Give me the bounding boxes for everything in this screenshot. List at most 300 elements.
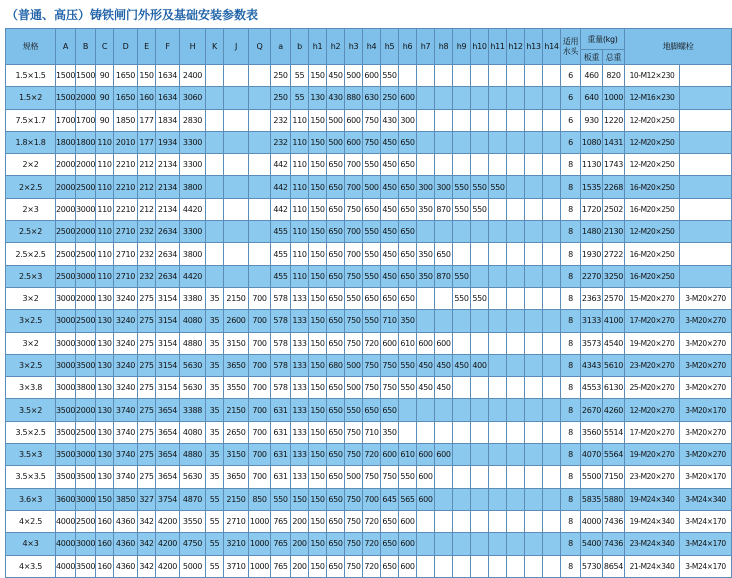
table-cell: 35: [206, 332, 224, 354]
table-cell: 500: [327, 131, 345, 153]
header-dim: h12: [507, 29, 525, 65]
table-cell: [471, 466, 489, 488]
table-cell: 3-M24×170: [680, 510, 732, 532]
table-cell: 600: [363, 65, 381, 87]
table-cell: 650: [435, 243, 453, 265]
table-cell: 2830: [180, 109, 206, 131]
table-cell: 2500: [76, 310, 96, 332]
table-cell: 3710: [224, 555, 249, 577]
table-cell: [206, 154, 224, 176]
table-cell: [489, 399, 507, 421]
table-cell: [471, 87, 489, 109]
table-cell: 3154: [156, 354, 180, 376]
table-cell: 650: [327, 221, 345, 243]
table-cell: 275: [138, 310, 156, 332]
table-cell: [507, 533, 525, 555]
table-cell: 1634: [156, 87, 180, 109]
table-cell: 350: [417, 265, 435, 287]
table-cell: 23-M20×270: [625, 466, 680, 488]
table-cell: 4360: [114, 510, 138, 532]
table-cell: [525, 354, 543, 376]
table-cell: 2500: [76, 510, 96, 532]
table-cell: [507, 265, 525, 287]
table-cell: 5610: [603, 354, 625, 376]
table-cell: 4100: [603, 310, 625, 332]
table-cell: 500: [327, 109, 345, 131]
header-dim: h4: [363, 29, 381, 65]
table-cell: 17-M20×270: [625, 310, 680, 332]
table-cell: 2010: [114, 131, 138, 153]
table-cell: 2722: [603, 243, 625, 265]
table-cell: [435, 488, 453, 510]
table-cell: [543, 221, 561, 243]
table-cell: 2000: [76, 287, 96, 309]
table-cell: 450: [381, 221, 399, 243]
table-cell: 160: [96, 555, 114, 577]
header-dim: B: [76, 29, 96, 65]
table-cell: [471, 65, 489, 87]
table-cell: 250: [381, 87, 399, 109]
header-dim: h13: [525, 29, 543, 65]
spec-cell: 3×2.5: [6, 354, 56, 376]
table-cell: 90: [96, 87, 114, 109]
table-row: [6, 555, 732, 577]
table-cell: [249, 198, 271, 220]
table-cell: [489, 555, 507, 577]
table-cell: 2500: [56, 221, 76, 243]
table-cell: [543, 332, 561, 354]
table-cell: 130: [96, 354, 114, 376]
spec-cell: 1.5×1.5: [6, 65, 56, 87]
table-cell: [489, 354, 507, 376]
table-cell: 870: [435, 198, 453, 220]
table-cell: 442: [271, 198, 291, 220]
header-dim: J: [224, 29, 249, 65]
table-cell: 2363: [581, 287, 603, 309]
table-cell: [489, 488, 507, 510]
table-cell: 4553: [581, 377, 603, 399]
table-cell: 750: [363, 109, 381, 131]
table-cell: 645: [381, 488, 399, 510]
table-cell: 250: [271, 65, 291, 87]
table-cell: [489, 221, 507, 243]
table-cell: 2502: [603, 198, 625, 220]
table-cell: 232: [138, 265, 156, 287]
table-cell: 4200: [156, 533, 180, 555]
table-cell: 110: [96, 176, 114, 198]
table-cell: 133: [291, 399, 309, 421]
table-cell: 550: [363, 243, 381, 265]
table-cell: 8: [561, 265, 581, 287]
table-cell: 631: [271, 466, 291, 488]
table-cell: 55: [291, 87, 309, 109]
table-cell: 720: [363, 332, 381, 354]
table-cell: [206, 265, 224, 287]
table-cell: 750: [381, 466, 399, 488]
table-cell: [453, 221, 471, 243]
table-cell: 12-M20×250: [625, 109, 680, 131]
table-cell: 820: [603, 65, 625, 87]
table-cell: 3000: [56, 354, 76, 376]
table-cell: 150: [309, 287, 327, 309]
table-row: [6, 488, 732, 510]
table-cell: 3550: [224, 377, 249, 399]
table-cell: 4540: [603, 332, 625, 354]
table-cell: [224, 65, 249, 87]
table-row: [6, 310, 732, 332]
table-cell: 2500: [56, 243, 76, 265]
table-cell: 650: [327, 444, 345, 466]
table-cell: 1834: [156, 109, 180, 131]
table-cell: [507, 555, 525, 577]
table-cell: 750: [345, 533, 363, 555]
table-cell: [543, 466, 561, 488]
table-cell: 1934: [156, 131, 180, 153]
table-cell: 8: [561, 310, 581, 332]
spec-cell: 2×2: [6, 154, 56, 176]
table-row: [6, 265, 732, 287]
table-cell: [435, 399, 453, 421]
table-cell: 2710: [114, 221, 138, 243]
table-cell: 3500: [76, 555, 96, 577]
table-cell: 550: [363, 154, 381, 176]
table-cell: 110: [291, 131, 309, 153]
table-cell: 3740: [114, 444, 138, 466]
header-dim: h14: [543, 29, 561, 65]
table-cell: 3240: [114, 332, 138, 354]
table-cell: 3154: [156, 377, 180, 399]
table-cell: [224, 221, 249, 243]
table-cell: [543, 533, 561, 555]
header-dim: h6: [399, 29, 417, 65]
table-cell: [489, 287, 507, 309]
table-cell: 578: [271, 287, 291, 309]
table-cell: [453, 377, 471, 399]
table-cell: 765: [271, 510, 291, 532]
table-cell: 3740: [114, 421, 138, 443]
table-cell: [507, 488, 525, 510]
table-cell: [224, 265, 249, 287]
table-cell: 300: [399, 109, 417, 131]
table-cell: 600: [381, 332, 399, 354]
table-cell: 35: [206, 377, 224, 399]
table-cell: 4260: [603, 399, 625, 421]
table-cell: 5880: [603, 488, 625, 510]
table-cell: 110: [291, 221, 309, 243]
table-cell: 3740: [114, 399, 138, 421]
table-cell: 3600: [56, 488, 76, 510]
table-cell: 5000: [180, 555, 206, 577]
table-cell: 1431: [603, 131, 625, 153]
header-dim: h1: [309, 29, 327, 65]
table-cell: 55: [206, 533, 224, 555]
table-cell: 750: [345, 510, 363, 532]
table-cell: [453, 131, 471, 153]
table-cell: 631: [271, 399, 291, 421]
table-cell: 3550: [180, 510, 206, 532]
table-cell: [525, 555, 543, 577]
table-cell: 8: [561, 421, 581, 443]
header-head: 适用水头: [561, 29, 581, 65]
table-cell: 21-M24×340: [625, 555, 680, 577]
table-cell: [525, 421, 543, 443]
spec-cell: 2.5×2: [6, 221, 56, 243]
table-cell: 212: [138, 198, 156, 220]
table-cell: 1000: [249, 510, 271, 532]
header-dim: A: [56, 29, 76, 65]
table-cell: 750: [363, 354, 381, 376]
table-cell: 450: [417, 377, 435, 399]
table-cell: [249, 243, 271, 265]
table-cell: 2634: [156, 243, 180, 265]
table-cell: [543, 444, 561, 466]
table-cell: 650: [399, 265, 417, 287]
table-cell: 700: [249, 466, 271, 488]
table-cell: [507, 109, 525, 131]
table-cell: [525, 109, 543, 131]
table-cell: 650: [363, 198, 381, 220]
table-cell: [206, 176, 224, 198]
table-cell: 130: [96, 377, 114, 399]
table-cell: 212: [138, 154, 156, 176]
table-cell: 550: [363, 221, 381, 243]
table-cell: [471, 399, 489, 421]
table-cell: 3000: [76, 332, 96, 354]
table-cell: 1634: [156, 65, 180, 87]
table-cell: 5400: [581, 533, 603, 555]
table-cell: [417, 65, 435, 87]
table-cell: 442: [271, 154, 291, 176]
table-cell: [543, 310, 561, 332]
table-cell: [435, 287, 453, 309]
table-cell: 35: [206, 310, 224, 332]
table-cell: 455: [271, 265, 291, 287]
table-cell: 565: [399, 488, 417, 510]
table-cell: [206, 65, 224, 87]
table-cell: 500: [363, 176, 381, 198]
table-cell: 3-M20×270: [680, 332, 732, 354]
table-cell: 3-M24×340: [680, 488, 732, 510]
table-cell: 455: [271, 221, 291, 243]
table-cell: 133: [291, 377, 309, 399]
table-cell: [525, 65, 543, 87]
header-dim: b: [291, 29, 309, 65]
table-cell: [680, 154, 732, 176]
table-cell: 8: [561, 287, 581, 309]
table-cell: 23-M24×340: [625, 533, 680, 555]
table-cell: 3000: [76, 533, 96, 555]
table-cell: 630: [363, 87, 381, 109]
table-cell: 160: [138, 87, 156, 109]
table-cell: [435, 65, 453, 87]
table-cell: 2000: [76, 221, 96, 243]
table-cell: [471, 421, 489, 443]
table-cell: 55: [206, 488, 224, 510]
table-cell: 232: [138, 243, 156, 265]
table-cell: 4360: [114, 533, 138, 555]
table-cell: [435, 310, 453, 332]
table-cell: 750: [345, 265, 363, 287]
table-cell: 1700: [56, 109, 76, 131]
table-cell: [435, 131, 453, 153]
table-cell: [417, 555, 435, 577]
table-cell: 150: [309, 310, 327, 332]
table-cell: 3-M20×270: [680, 421, 732, 443]
table-cell: 275: [138, 287, 156, 309]
spec-cell: 2.5×2.5: [6, 243, 56, 265]
table-cell: 200: [291, 510, 309, 532]
table-cell: [417, 131, 435, 153]
table-cell: 550: [345, 399, 363, 421]
spec-cell: 4×3.5: [6, 555, 56, 577]
table-cell: [543, 87, 561, 109]
table-cell: 3654: [156, 466, 180, 488]
table-cell: 200: [291, 555, 309, 577]
header-dim: h9: [453, 29, 471, 65]
table-cell: 35: [206, 444, 224, 466]
table-cell: 750: [381, 354, 399, 376]
table-cell: [453, 488, 471, 510]
table-cell: [489, 243, 507, 265]
table-cell: 2134: [156, 176, 180, 198]
table-cell: 12-M20×250: [625, 221, 680, 243]
table-cell: 4200: [156, 510, 180, 532]
table-cell: 4420: [180, 198, 206, 220]
table-cell: 578: [271, 332, 291, 354]
table-cell: [489, 377, 507, 399]
table-cell: 750: [381, 377, 399, 399]
table-cell: 700: [249, 399, 271, 421]
table-cell: 442: [271, 176, 291, 198]
table-cell: [435, 466, 453, 488]
table-cell: 3240: [114, 377, 138, 399]
table-cell: [543, 354, 561, 376]
table-cell: 1500: [56, 87, 76, 109]
spec-cell: 3.6×3: [6, 488, 56, 510]
table-cell: 16-M20×250: [625, 176, 680, 198]
table-cell: 150: [291, 488, 309, 510]
table-cell: 2150: [224, 399, 249, 421]
table-cell: 5630: [180, 377, 206, 399]
table-cell: 110: [291, 154, 309, 176]
table-cell: 150: [309, 466, 327, 488]
table-cell: 650: [327, 265, 345, 287]
table-cell: 400: [471, 354, 489, 376]
table-cell: 460: [581, 65, 603, 87]
table-cell: 450: [435, 354, 453, 376]
table-cell: 1000: [603, 87, 625, 109]
table-cell: [543, 243, 561, 265]
table-cell: 2000: [56, 198, 76, 220]
table-cell: [453, 421, 471, 443]
table-cell: 8: [561, 466, 581, 488]
table-cell: 6: [561, 65, 581, 87]
table-cell: [249, 65, 271, 87]
table-cell: 130: [96, 444, 114, 466]
table-cell: 8: [561, 377, 581, 399]
header-weight-plate: 板重: [581, 50, 603, 65]
table-cell: [471, 131, 489, 153]
spec-cell: 1.5×2: [6, 87, 56, 109]
table-cell: [507, 510, 525, 532]
table-cell: 3000: [76, 265, 96, 287]
table-cell: 631: [271, 444, 291, 466]
spec-cell: 3×2.5: [6, 310, 56, 332]
table-cell: 110: [96, 131, 114, 153]
table-cell: 275: [138, 421, 156, 443]
table-cell: 650: [327, 399, 345, 421]
table-cell: 3500: [56, 421, 76, 443]
table-cell: 10-M12×230: [625, 65, 680, 87]
table-cell: [206, 221, 224, 243]
table-cell: [453, 399, 471, 421]
table-cell: 6130: [603, 377, 625, 399]
table-cell: 8654: [603, 555, 625, 577]
table-row: [6, 332, 732, 354]
table-cell: [507, 310, 525, 332]
table-cell: [680, 176, 732, 198]
table-cell: [435, 510, 453, 532]
table-cell: [507, 65, 525, 87]
table-cell: 650: [327, 310, 345, 332]
spec-cell: 2.5×3: [6, 265, 56, 287]
table-cell: 110: [291, 176, 309, 198]
table-cell: [453, 555, 471, 577]
table-cell: [507, 377, 525, 399]
table-cell: 631: [271, 421, 291, 443]
table-cell: 3500: [76, 466, 96, 488]
table-row: [6, 131, 732, 153]
table-cell: 3000: [56, 310, 76, 332]
header-weight-total: 总重: [603, 50, 625, 65]
table-cell: 19-M24×340: [625, 510, 680, 532]
table-cell: 8: [561, 533, 581, 555]
table-cell: 8: [561, 354, 581, 376]
table-cell: 8: [561, 399, 581, 421]
table-cell: 160: [96, 533, 114, 555]
table-cell: 17-M20×270: [625, 421, 680, 443]
table-cell: 750: [363, 131, 381, 153]
table-cell: 650: [363, 287, 381, 309]
table-cell: [543, 198, 561, 220]
spec-cell: 3×3.8: [6, 377, 56, 399]
table-cell: 3654: [156, 444, 180, 466]
table-cell: 700: [345, 243, 363, 265]
table-cell: 700: [345, 154, 363, 176]
table-cell: 650: [327, 154, 345, 176]
table-cell: 4200: [156, 555, 180, 577]
table-cell: 3500: [56, 444, 76, 466]
table-cell: [471, 488, 489, 510]
table-cell: [224, 109, 249, 131]
table-cell: 12-M20×250: [625, 131, 680, 153]
table-cell: 15-M20×270: [625, 287, 680, 309]
table-cell: 3154: [156, 332, 180, 354]
table-row: [6, 354, 732, 376]
table-cell: 2134: [156, 154, 180, 176]
table-cell: 3500: [56, 466, 76, 488]
table-cell: [435, 533, 453, 555]
table-cell: 550: [471, 287, 489, 309]
table-cell: 3650: [224, 466, 249, 488]
table-cell: 2000: [76, 154, 96, 176]
table-cell: 4880: [180, 332, 206, 354]
table-cell: 250: [271, 87, 291, 109]
table-cell: 500: [345, 377, 363, 399]
table-cell: 600: [417, 332, 435, 354]
table-cell: 300: [435, 176, 453, 198]
table-cell: 150: [138, 65, 156, 87]
